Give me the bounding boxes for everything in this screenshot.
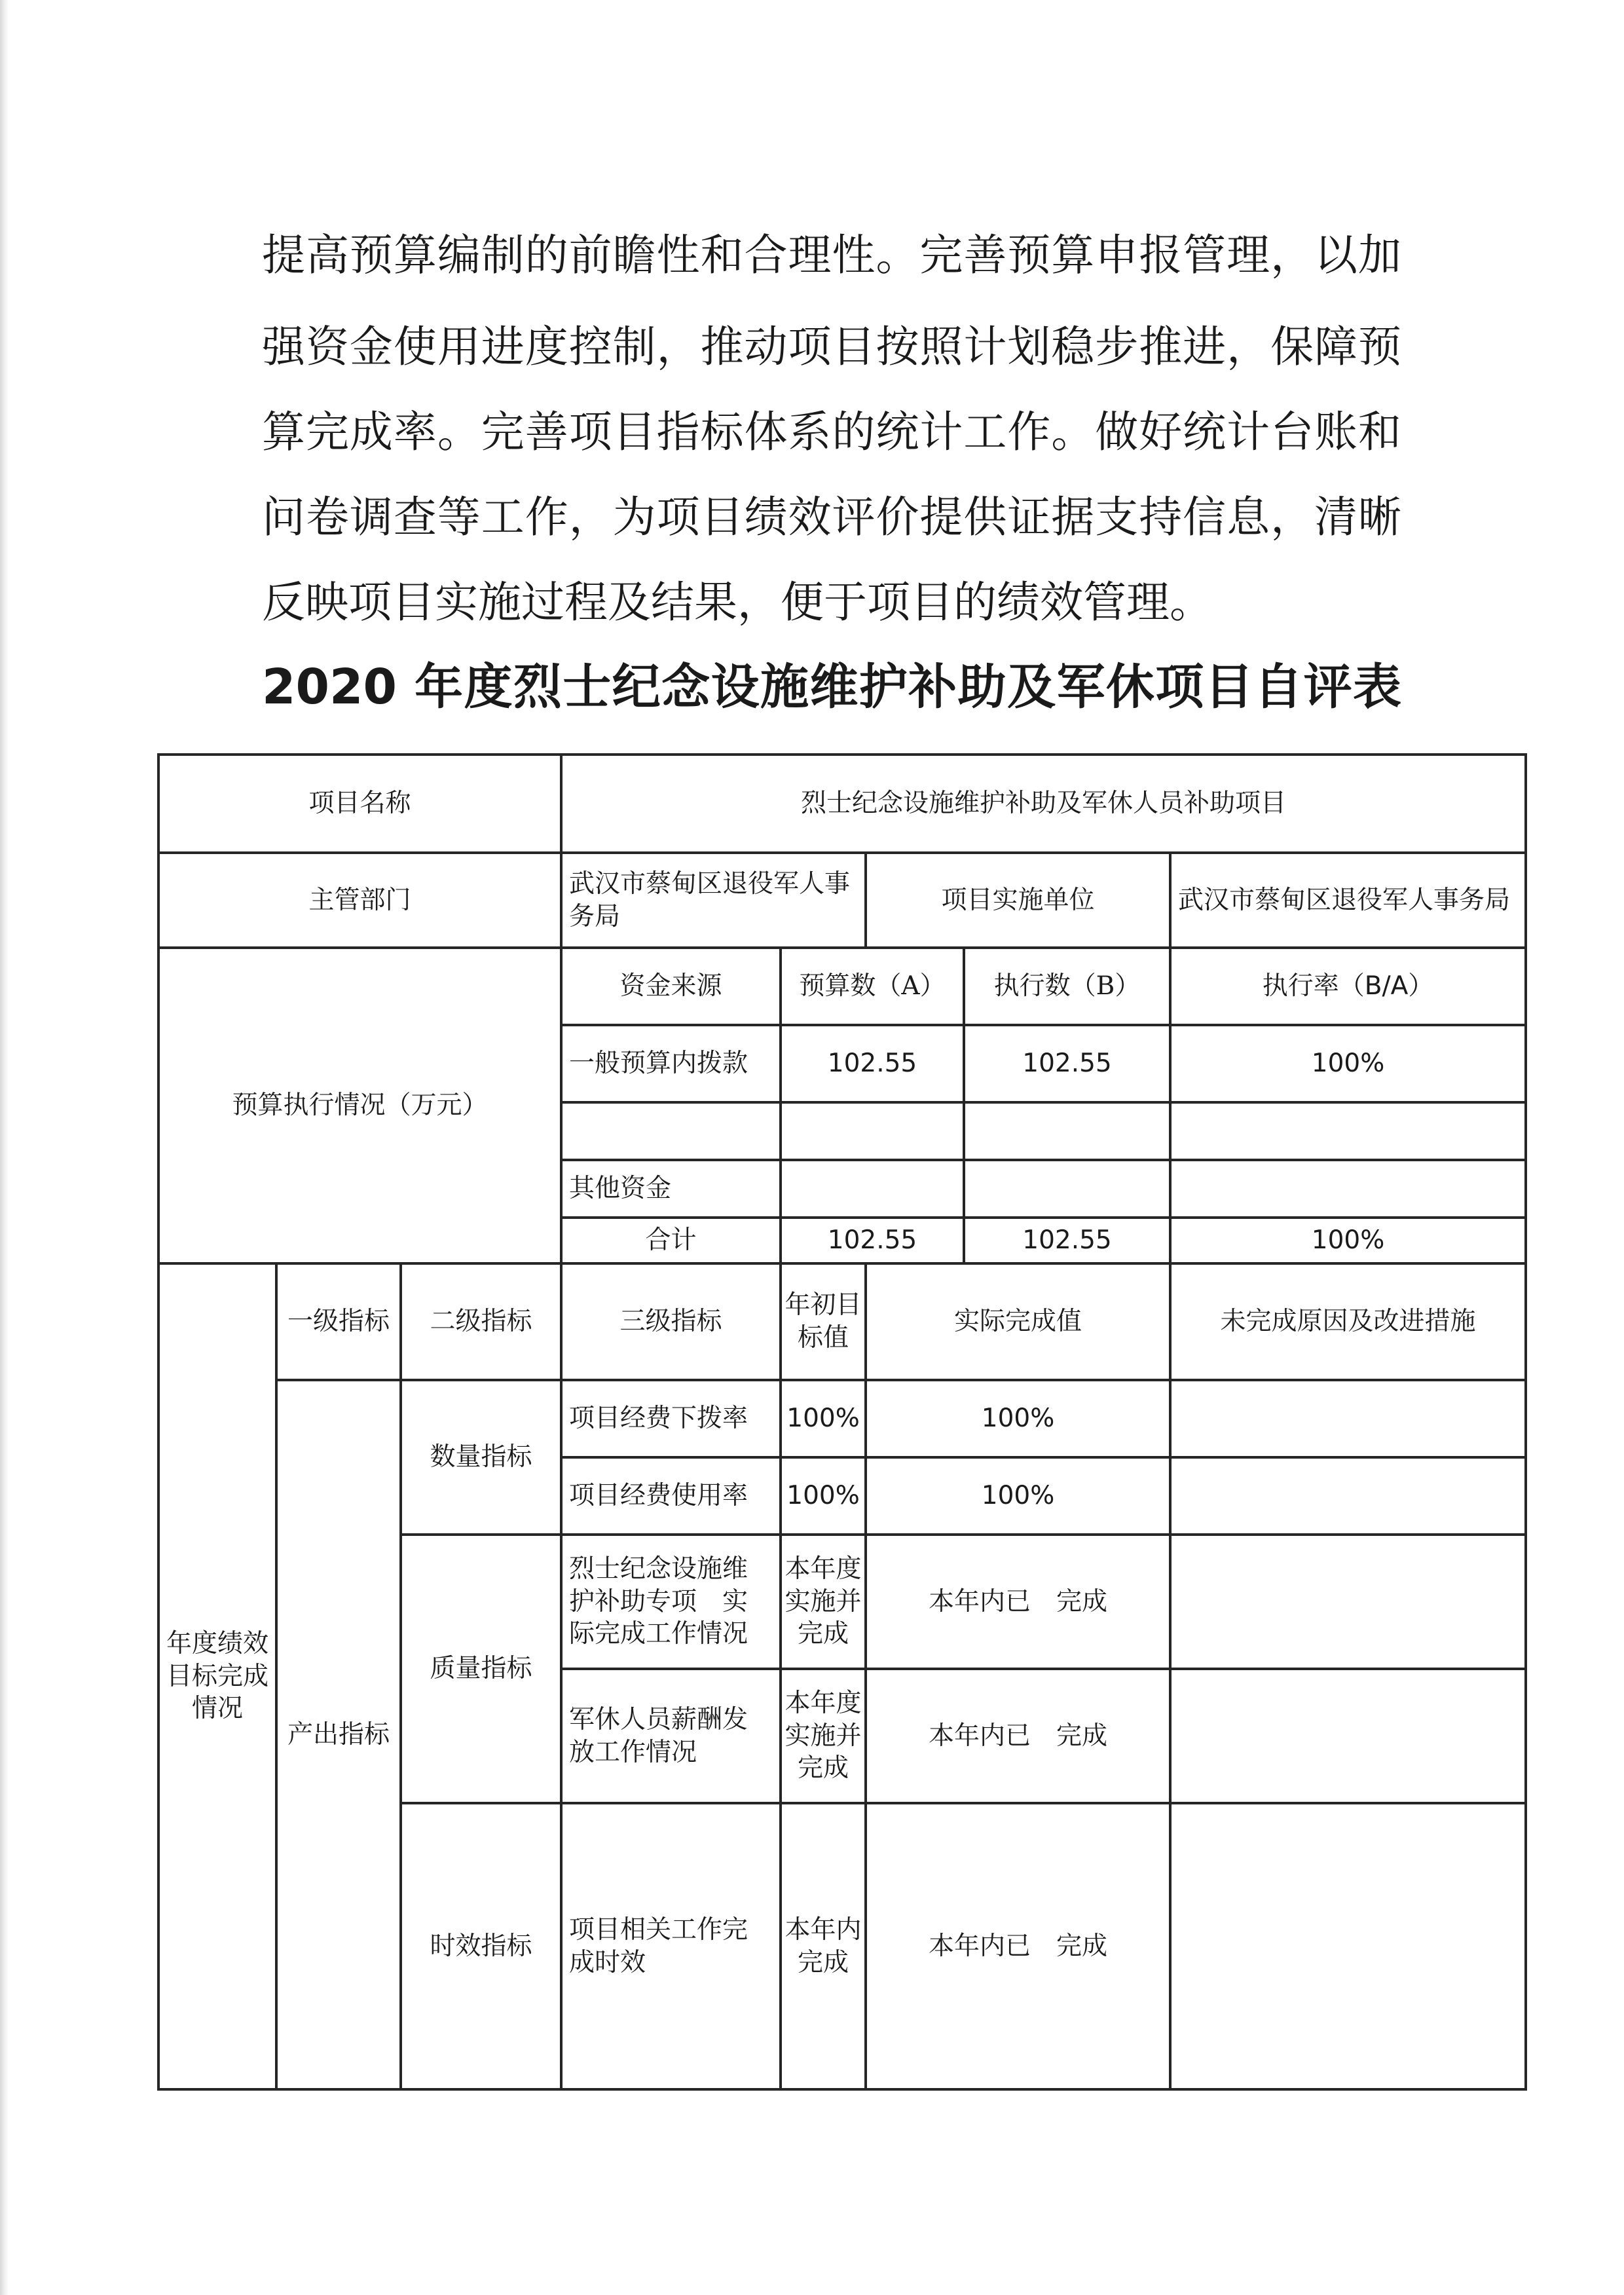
actual-value: 100% <box>866 1380 1170 1457</box>
executed-value <box>964 1102 1170 1160</box>
group-quality: 质量指标 <box>401 1535 561 1803</box>
target-value: 100% <box>781 1380 866 1457</box>
target-value: 本年度实施并完成 <box>781 1535 866 1669</box>
level1-value: 产出指标 <box>276 1380 401 2089</box>
scan-shadow-edge <box>0 0 9 2295</box>
header-target: 年初目标值 <box>781 1263 866 1380</box>
table-row <box>158 948 1526 1025</box>
unit-label: 项目实施单位 <box>866 853 1170 948</box>
header-level3: 三级指标 <box>561 1263 781 1380</box>
target-value: 本年内完成 <box>781 1803 866 2089</box>
paragraph-line: 强资金使用进度控制，推动项目按照计划稳步推进，保障预 <box>262 322 1401 372</box>
total-rate: 100% <box>1170 1218 1526 1263</box>
dept-value: 武汉市蔡甸区退役军人事务局 <box>561 853 866 948</box>
budget-value: 102.55 <box>781 1025 964 1102</box>
level3-indicator: 项目相关工作完成时效 <box>561 1803 781 2089</box>
group-quantity: 数量指标 <box>401 1380 561 1535</box>
rate-value <box>1170 1102 1526 1160</box>
reason-value <box>1170 1803 1526 2089</box>
table-row <box>158 755 1526 853</box>
group-timeliness: 时效指标 <box>401 1803 561 2089</box>
header-fund-source: 资金来源 <box>561 948 781 1025</box>
level3-indicator: 项目经费下拨率 <box>561 1380 781 1457</box>
header-rate: 执行率（B/A） <box>1170 948 1526 1025</box>
total-executed: 102.55 <box>964 1218 1170 1263</box>
actual-value: 本年内已 完成 <box>866 1669 1170 1803</box>
table-row <box>158 1263 1526 1380</box>
table-row <box>158 1380 1526 1457</box>
paragraph-line: 算完成率。完善项目指标体系的统计工作。做好统计台账和 <box>262 407 1401 457</box>
fund-source: 一般预算内拨款 <box>561 1025 781 1102</box>
paragraph-line: 问卷调查等工作，为项目绩效评价提供证据支持信息，清晰 <box>262 492 1401 542</box>
paragraph-line: 提高预算编制的前瞻性和合理性。完善预算申报管理，以加 <box>262 230 1401 280</box>
self-evaluation-table <box>157 753 1527 2091</box>
header-reason: 未完成原因及改进措施 <box>1170 1263 1526 1380</box>
header-actual: 实际完成值 <box>866 1263 1170 1380</box>
level3-indicator: 项目经费使用率 <box>561 1457 781 1535</box>
rate-value <box>1170 1160 1526 1218</box>
fund-source <box>561 1102 781 1160</box>
unit-value: 武汉市蔡甸区退役军人事务局 <box>1170 853 1526 948</box>
total-label: 合计 <box>561 1218 781 1263</box>
reason-value <box>1170 1669 1526 1803</box>
project-name-label: 项目名称 <box>158 755 561 853</box>
actual-value: 本年内已 完成 <box>866 1535 1170 1669</box>
reason-value <box>1170 1380 1526 1457</box>
performance-label: 年度绩效目标完成情况 <box>158 1263 276 2089</box>
budget-label: 预算执行情况（万元） <box>158 948 561 1263</box>
rate-value: 100% <box>1170 1025 1526 1102</box>
reason-value <box>1170 1535 1526 1669</box>
budget-value <box>781 1102 964 1160</box>
header-level1: 一级指标 <box>276 1263 401 1380</box>
budget-value <box>781 1160 964 1218</box>
actual-value: 本年内已 完成 <box>866 1803 1170 2089</box>
level3-indicator: 军休人员薪酬发放工作情况 <box>561 1669 781 1803</box>
project-name-value: 烈士纪念设施维护补助及军休人员补助项目 <box>561 755 1526 853</box>
header-executed-b: 执行数（B） <box>964 948 1170 1025</box>
executed-value: 102.55 <box>964 1025 1170 1102</box>
dept-label: 主管部门 <box>158 853 561 948</box>
target-value: 100% <box>781 1457 866 1535</box>
target-value: 本年度实施并完成 <box>781 1669 866 1803</box>
executed-value <box>964 1160 1170 1218</box>
actual-value: 100% <box>866 1457 1170 1535</box>
paragraph-line: 反映项目实施过程及结果，便于项目的绩效管理。 <box>262 577 1213 627</box>
fund-source: 其他资金 <box>561 1160 781 1218</box>
header-budget-a: 预算数（A） <box>781 948 964 1025</box>
total-budget: 102.55 <box>781 1218 964 1263</box>
reason-value <box>1170 1457 1526 1535</box>
table-row <box>158 853 1526 948</box>
header-level2: 二级指标 <box>401 1263 561 1380</box>
level3-indicator: 烈士纪念设施维护补助专项 实际完成工作情况 <box>561 1535 781 1669</box>
table-title: 2020 年度烈士纪念设施维护补助及军休项目自评表 <box>262 659 1401 715</box>
